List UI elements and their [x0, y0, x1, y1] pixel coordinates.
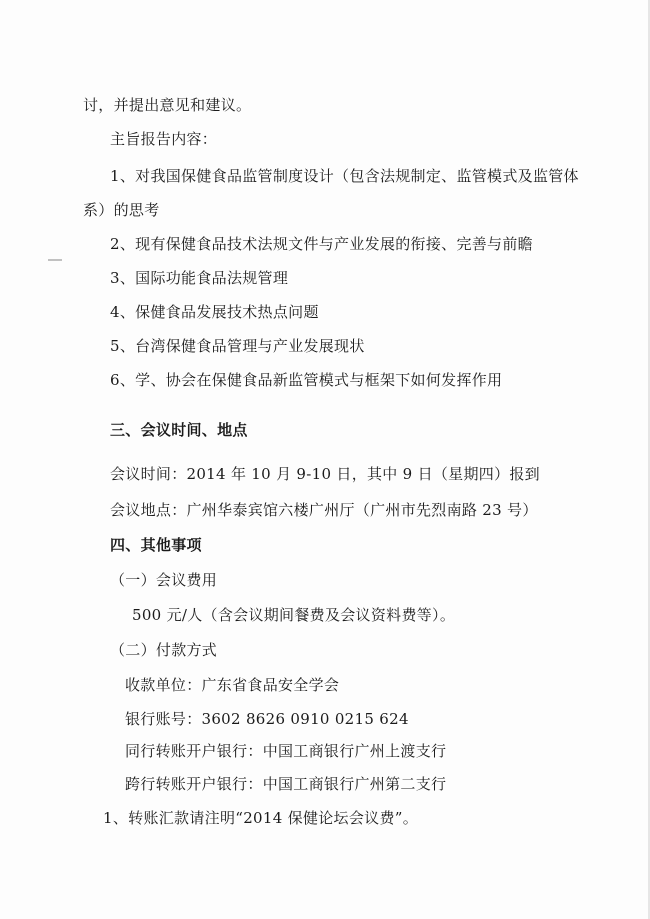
same-bank-branch: 同行转账开户银行：中国工商银行广州上渡支行: [125, 742, 447, 760]
fee-detail: 500 元/人（含会议期间餐费及会议资料费等）。: [132, 606, 456, 624]
report-item-5: 5、台湾保健食品管理与产业发展现状: [110, 337, 365, 355]
payment-title: （二）付款方式: [110, 641, 218, 659]
payee: 收款单位：广东省食品安全学会: [125, 676, 340, 694]
report-item-4: 4、保健食品发展技术热点问题: [110, 303, 319, 321]
section-4-title: 四、其他事项: [110, 536, 202, 554]
meeting-time: 会议时间：2014 年 10 月 9-10 日，其中 9 日（星期四）报到: [110, 465, 540, 483]
fee-title: （一）会议费用: [110, 571, 218, 589]
section-3-title: 三、会议时间、地点: [110, 421, 248, 439]
report-item-1-cont: 系）的思考: [83, 201, 160, 219]
intro-tail-text: 讨，并提出意见和建议。: [83, 96, 252, 114]
other-bank-branch: 跨行转账开户银行：中国工商银行广州第二支行: [125, 775, 447, 793]
report-item-3: 3、国际功能食品法规管理: [110, 269, 289, 287]
scan-speck: [48, 259, 62, 261]
bank-account: 银行账号：3602 8626 0910 0215 624: [125, 710, 409, 728]
report-item-6: 6、学、协会在保健食品新监管模式与框架下如何发挥作用: [110, 371, 503, 389]
report-item-2: 2、现有保健食品技术法规文件与产业发展的衔接、完善与前瞻: [110, 235, 533, 253]
note-1: 1、转账汇款请注明“2014 保健论坛会议费”。: [103, 809, 419, 827]
meeting-place: 会议地点：广州华泰宾馆六楼广州厅（广州市先烈南路 23 号）: [110, 501, 538, 519]
report-item-1: 1、对我国保健食品监管制度设计（包含法规制定、监管模式及监管体: [110, 167, 579, 185]
report-heading: 主旨报告内容：: [110, 130, 218, 148]
